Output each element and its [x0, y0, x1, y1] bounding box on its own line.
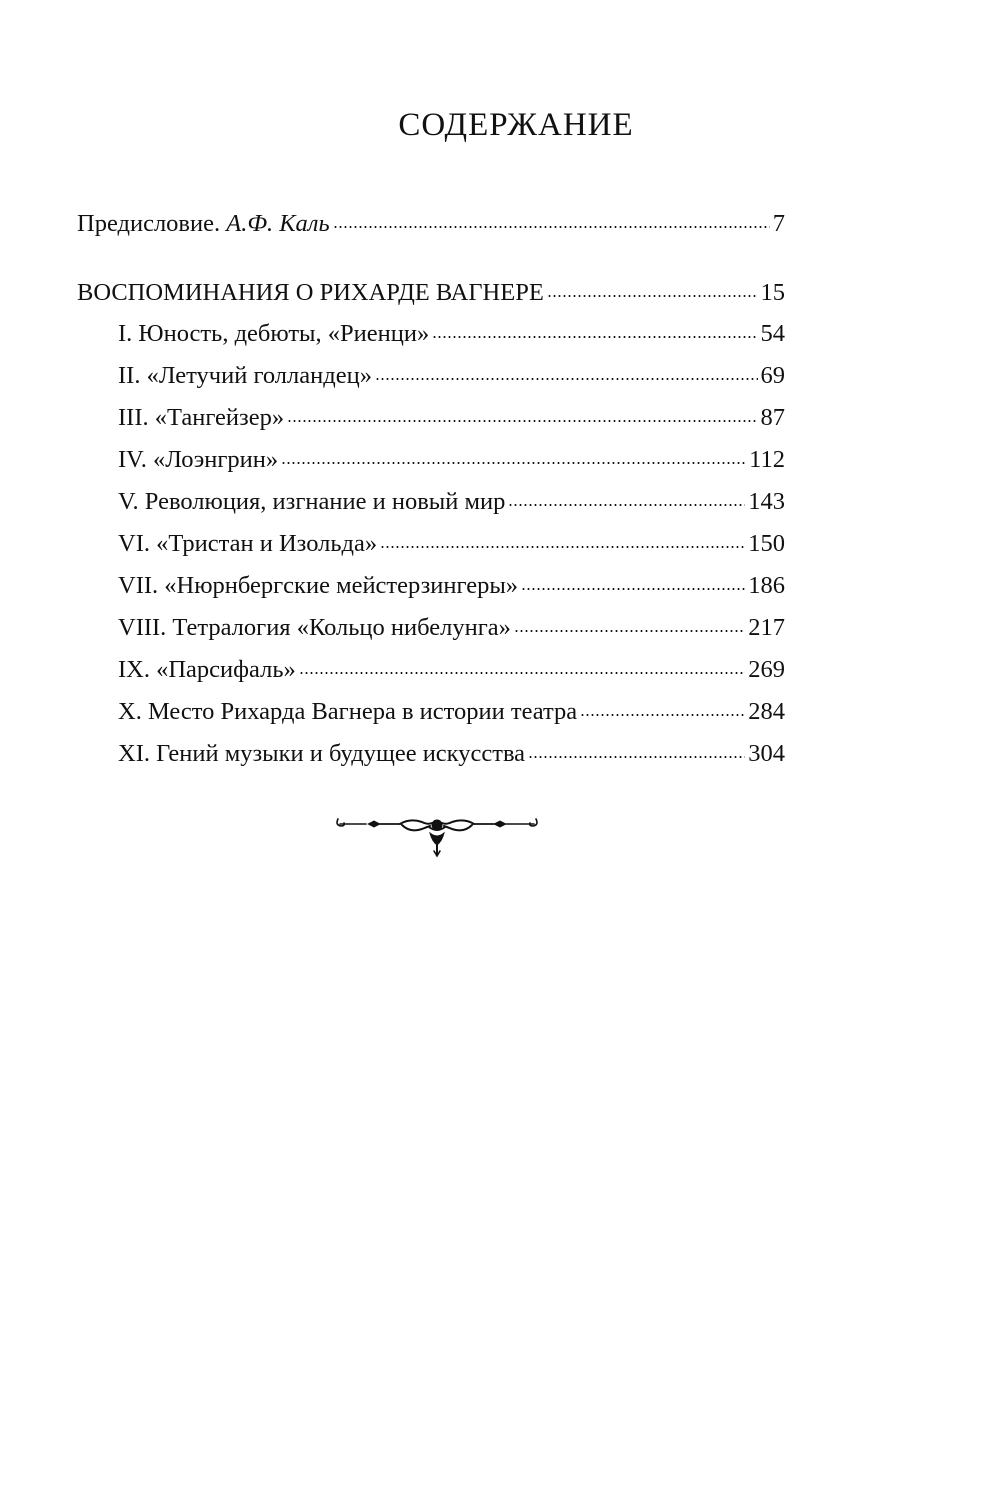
toc-entry-label: III. «Тангейзер»: [118, 404, 285, 431]
toc-entry-label: VIII. Тетралогия «Кольцо нибелунга»: [118, 614, 511, 641]
toc-entry-page-number: 217: [748, 614, 785, 641]
toc-entry-title: Предисловие.: [77, 210, 227, 237]
toc-entry-page-number: 7: [772, 210, 785, 237]
toc-entry-label: X. Место Рихарда Вагнера в истории театра: [118, 698, 578, 725]
toc-entry-chapter[interactable]: [118, 360, 785, 392]
toc-entry-chapter[interactable]: [118, 528, 785, 560]
toc-entry-label: I. Юность, дебюты, «Риенци»: [118, 320, 430, 347]
toc-entry-page-number: 186: [748, 572, 785, 599]
dot-leader: [380, 545, 745, 549]
dot-leader: [299, 671, 745, 675]
page-title: СОДЕРЖАНИЕ: [398, 107, 634, 143]
toc-entry-chapter[interactable]: [118, 402, 785, 434]
toc-entry-label: V. Революция, изгнание и новый мир: [118, 488, 506, 515]
toc-entry-label: IX. «Парсифаль»: [118, 656, 296, 683]
toc-entry-chapter[interactable]: [118, 570, 785, 602]
toc-entry-author: А.Ф. Каль: [226, 210, 330, 237]
toc-entry-label: ВОСПОМИНАНИЯ О РИХАРДЕ ВАГНЕРЕ: [77, 279, 544, 306]
toc-entry-page-number: 304: [748, 740, 785, 767]
toc-entry-page-number: 54: [760, 320, 785, 347]
toc-entry-chapter[interactable]: [118, 318, 785, 350]
dot-leader: [375, 377, 758, 381]
toc-entry-label: II. «Летучий голландец»: [118, 362, 372, 389]
toc-entry-page-number: 112: [749, 446, 785, 473]
dot-leader: [580, 713, 745, 717]
toc-entry-page-number: 15: [760, 279, 785, 306]
toc-entry-chapter[interactable]: [118, 654, 785, 686]
fleuron-ornament-icon: [330, 805, 545, 865]
dot-leader: [547, 294, 758, 298]
toc-entry-label: XI. Гений музыки и будущее искусства: [118, 740, 526, 767]
toc-entry-chapter[interactable]: [118, 612, 785, 644]
toc-entry-page-number: 269: [748, 656, 785, 683]
toc-entry-label: VI. «Тристан и Изольда»: [118, 530, 378, 557]
toc-entry-label: IV. «Лоэнгрин»: [118, 446, 279, 473]
toc-entry-label: VII. «Нюрнбергские мейстерзингеры»: [118, 572, 519, 599]
toc-entry-preface[interactable]: [77, 208, 785, 240]
dot-leader: [514, 629, 745, 633]
toc-entry-chapter[interactable]: [118, 444, 785, 476]
dot-leader: [333, 225, 770, 229]
dot-leader: [508, 503, 745, 507]
toc-entry-chapter[interactable]: [118, 738, 785, 770]
toc-entry-page-number: 69: [760, 362, 785, 389]
toc-entry-label: [77, 208, 330, 240]
toc-entry-chapter[interactable]: [118, 696, 785, 728]
dot-leader: [432, 335, 757, 339]
dot-leader: [521, 587, 745, 591]
toc-entry-page-number: 284: [748, 698, 785, 725]
toc-entry-page-number: 150: [748, 530, 785, 557]
toc-entry-part[interactable]: [77, 277, 785, 309]
toc-entry-page-number: 87: [760, 404, 785, 431]
toc-entry-chapter[interactable]: [118, 486, 785, 518]
dot-leader: [528, 755, 745, 759]
dot-leader: [281, 461, 746, 465]
dot-leader: [287, 419, 757, 423]
toc-entry-page-number: 143: [748, 488, 785, 515]
